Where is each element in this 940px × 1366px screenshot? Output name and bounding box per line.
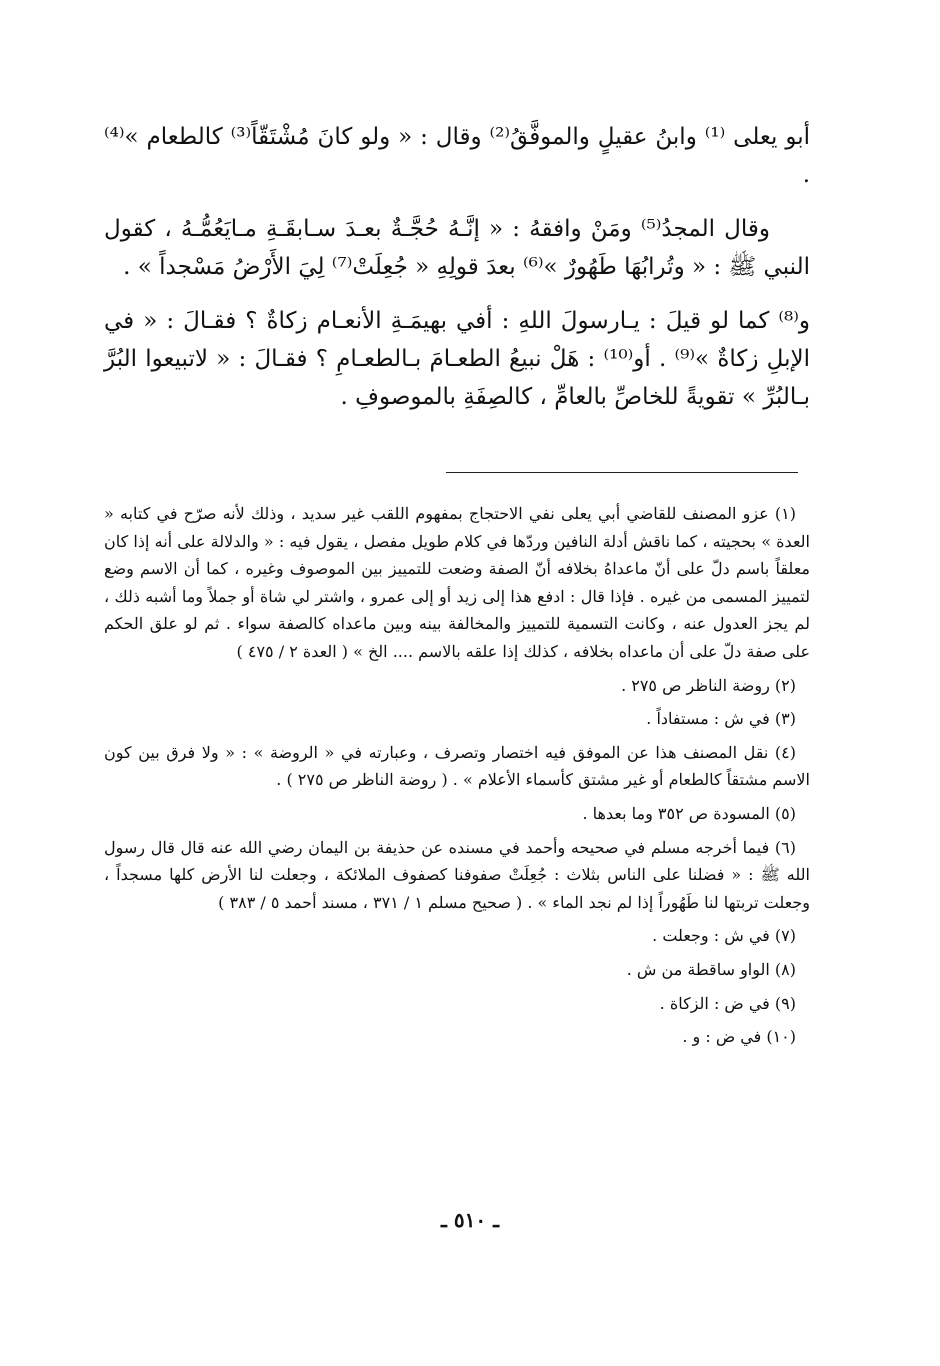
footnotes bbox=[104, 500, 810, 1057]
footnote-3: (٣) في ش : مستفاداً . bbox=[646, 709, 796, 729]
main-paragraph-2: وقال المجدُ⁽⁵⁾ ومَنْ وافقهُ : « إنَّـهُ حُجَّـةٌ بعـدَ سـابقَـةِ مـايَعُمُّـهُ ، كقول النبي ﷺ : « وتُرابُهَا طَهُورٌ »⁽⁶⁾ بعدَ قولِهِ « جُعِلَتْ⁽⁷⁾ لِيَ الأَرْضُ مَسْجداً » . bbox=[104, 216, 810, 280]
footnote-9: (٩) في ض : الزكاة . bbox=[659, 993, 796, 1013]
page-number: ـ ٥١٠ ـ bbox=[441, 1208, 499, 1232]
footnote-6: (٦) فيما أخرجه مسلم في صحيحه وأحمد في مسنده عن حذيفة بن اليمان رضي الله عنه قال قال رسول الله ﷺ : « فضلنا على الناس بثلاث : جُعِلَتْ صفوفنا كصفوف الملائكة ، وجعلت لنا الأرض كلها مسجداً ، وجعلت تربتها لنا طَهُوراً إذا لم نجد الماء » . ( صحيح مسلم ١ / ٣٧١ ، مسند أحمد ٥ / ٣٨٣ ) bbox=[104, 837, 810, 912]
footnote-4: (٤) نقل المصنف هذا عن الموفق فيه اختصار وتصرف ، وعبارته في « الروضة » : « ولا فرق بين كون الاسم مشتقاً كالطعام أو غير مشتق كأسماء الأعلام » . ( روضة الناظر ص ٢٧٥ ) . bbox=[104, 742, 810, 790]
footnote-5: (٥) المسودة ص ٣٥٢ وما بعدها . bbox=[582, 803, 796, 823]
footnote-1: (١) عزو المصنف للقاضي أبي يعلى نفي الاحتجاج بمفهوم اللقب غير سديد ، وذلك لأنه صرّح في كتابه « العدة » بحجيته ، كما ناقش أدلة النافين وردّها في كلام طويل مفصل ، يقول فيه : « والدلالة على أنه إذا كان معلقاً باسم دلّ على أنّ ماعداهُ بخلافه أنّ الصفة وضعت للتمييز بين الموصوف وغيره ، كما أن الاسم وضع لتمييز المسمى من غيره . فإذا قال : ادفع هذا إلى زيد أو إلى عمرو ، واشتر لي شاة أو جملاً وما أشبه ذلك ، لم يجز العدول عنه ، وكانت التسمية للتمييز والمخالفة بينه وبين ماعداه كالصفة سواء . ثم لو علق الحكم على صفة دلّ على أن ماعداه بخلافه ، كذلك إذا علقه بالاسم .... الخ » ( العدة ٢ / ٤٧٥ ) bbox=[104, 504, 811, 661]
footnote-2: (٢) روضة الناظر ص ٢٧٥ . bbox=[621, 675, 796, 695]
main-text bbox=[104, 118, 810, 432]
main-paragraph-3: و⁽⁸⁾ كما لو قيلَ : يـارسولَ اللهِ : أفي بهيمَـةِ الأنعـام زكاةٌ ؟ فقـالَ : « في الإبلِ زكاةٌ »⁽⁹⁾ . أو⁽¹⁰⁾ : هَلْ نبيعُ الطعـامَ بـالطعـامِ ؟ فقـالَ : « لاتبيعوا البُرَّ بـالبُرِّ » تقويةً للخاصِّ بالعامِّ ، كالصِفَةِ بالموصوفِ . bbox=[104, 308, 810, 410]
footnote-7: (٧) في ش : وجعلت . bbox=[652, 926, 796, 946]
main-paragraph-1: أبو يعلى ⁽¹⁾ وابنُ عقيلٍ والموفَّقُ⁽²⁾ وقال : « ولو كانَ مُشْتَقّاً⁽³⁾ كالطعام »⁽⁴⁾ . bbox=[104, 124, 811, 188]
footnote-8: (٨) الواو ساقطة من ش . bbox=[626, 959, 796, 979]
footnote-separator bbox=[446, 472, 798, 473]
footnote-10: (١٠) في ض : و . bbox=[682, 1027, 796, 1047]
